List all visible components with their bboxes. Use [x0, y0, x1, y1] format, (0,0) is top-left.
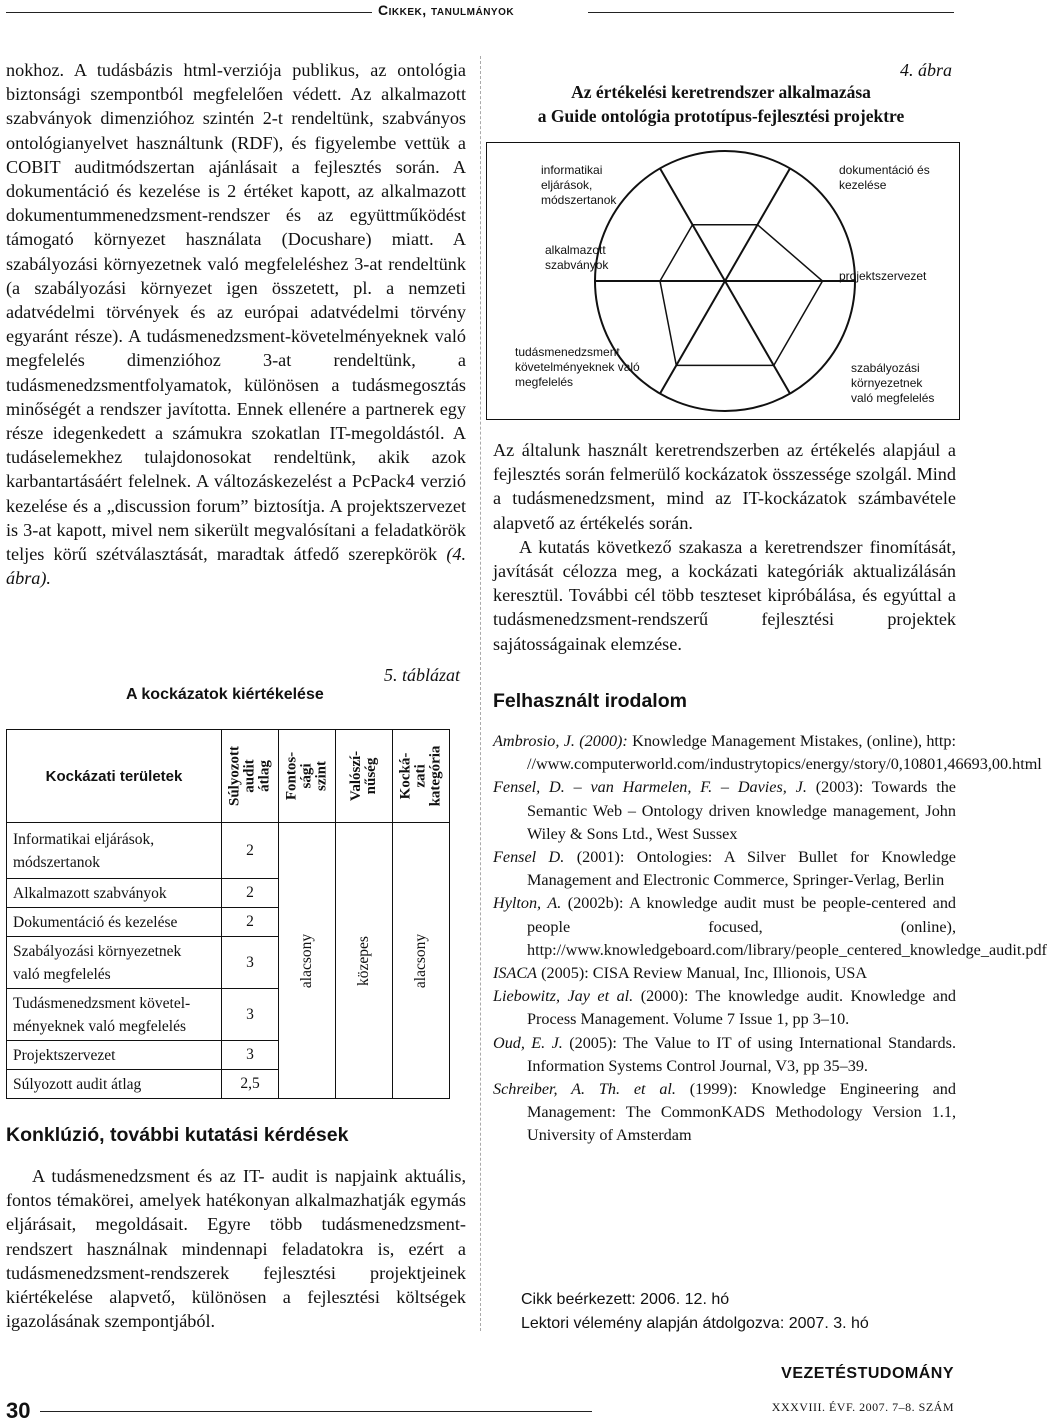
references-list: [493, 730, 1047, 1148]
reference-item: Schreiber, A. Th. et al. (1999): Knowledge Engineering and Management: The CommonKADS Methodology Version 1.1, University of Amsterdam: [493, 1080, 956, 1145]
reference-item: Ambrosio, J. (2000): Knowledge Management Mistakes, (online), http: //www.computerworld.com/industrytopics/energy/story/0,10801,46693,00.html: [493, 732, 1042, 774]
row-value: 3: [222, 989, 279, 1041]
page-number: 30: [6, 1398, 31, 1423]
header-rule-right: [588, 12, 954, 13]
running-head: Cikkek, tanulmányok: [372, 2, 520, 18]
axis-line: [725, 281, 790, 394]
reference-item: Oud, E. J. (2005): The Value to IT of using International Standards. Information Systems Control Journal, V3, pp 35–39.: [493, 1033, 956, 1075]
conclusion-text-block: [6, 1164, 466, 1333]
right-column-text: [493, 438, 956, 656]
row-value: 3: [222, 1041, 279, 1070]
row-area: Projektszervezet: [7, 1041, 222, 1070]
right-paragraph-2: A kutatás következő szakasza a keretrendszer finomítását, javítását célozza meg, a kockázati kategóriák aktualizálásán keresztül. További cél több teszteset kipróbálása, és egyúttal a tudásmenedzsment-rendszerű fejlesztési projektek sajátosságainak elemzése.: [493, 536, 956, 654]
table-header-row: [7, 730, 450, 823]
date-received: Cikk beérkezett: 2006. 12. hó: [521, 1291, 730, 1308]
table-row: [7, 823, 450, 879]
header-weighted: Súlyozott audit átlag: [222, 730, 279, 823]
header-probability: Valószí- nűség: [336, 730, 393, 823]
probability-cell: közepes: [336, 823, 393, 1099]
reference-item: Fensel D. (2001): Ontologies: A Silver Bullet for Knowledge Management and Electronic Commerce, Springer-Verlag, Berlin: [493, 848, 956, 890]
row-value: 3: [222, 937, 279, 989]
figure-reference: (4. ábra).: [6, 544, 467, 589]
row-area: Súlyozott audit átlag: [7, 1070, 222, 1099]
reference-item: Liebowitz, Jay et al. (2000): The knowledge audit. Knowledge and Process Management. Volume 7 Issue 1, pp 3–10.: [493, 987, 957, 1029]
header-importance: Fontos- sági szint: [279, 730, 336, 823]
table-title: A kockázatok kiértékelése: [126, 686, 324, 703]
importance-cell: alacsony: [279, 823, 336, 1099]
conclusion-heading: Konklúzió, további kutatási kérdések: [6, 1124, 349, 1146]
label-it-methods: informatikai eljárások, módszertanok: [541, 163, 617, 207]
row-area: Szabályozási környezetnek való megfelelés: [7, 937, 222, 989]
label-standards: alkalmazott szabványok: [545, 243, 609, 272]
row-value: 2: [222, 908, 279, 937]
risk-table: [6, 729, 450, 1099]
conclusion-text: A tudásmenedzsment és az IT- audit is napjaink aktuális, fontos témakörei, amelyek hatékonyan alkalmazhatják egymás eljárásait, megoldásait. Egyre több tudásmenedzsment-rendszert használnak mindennapi feladatokra is, ezért a tudásmenedzsment-rendszerek fejlesztési projektjeinek kiértékelése alapvető, különösen a fejlesztési költségek igazolásának szempontjából.: [6, 1166, 466, 1332]
column-divider: [480, 56, 481, 1331]
references-heading: Felhasznált irodalom: [493, 690, 687, 712]
table-number: 5. táblázat: [384, 665, 461, 685]
category-cell: alacsony: [393, 823, 450, 1099]
article-dates: [521, 1288, 869, 1336]
reference-item: ISACA (2005): CISA Review Manual, Inc, Illionois, USA: [493, 964, 868, 983]
figure-title-line-2: a Guide ontológia prototípus-fejlesztési projektre: [537, 106, 905, 126]
header-area: Kockázati területek: [7, 730, 222, 823]
right-paragraph-1: Az általunk használt keretrendszerben az értékelés alapjául a fejlesztés során felmerülő kockázatok összessége szolgál. Mind a tudásmenedzsment, mind az IT-kockázatok számbavétele alapvető az értékelés során.: [493, 440, 956, 533]
header-rule-left: [6, 12, 372, 13]
left-column-text: [6, 58, 466, 590]
row-value: 2: [222, 879, 279, 908]
axis-line: [660, 281, 725, 394]
value-polygon: [660, 225, 823, 366]
row-area: Tudásmenedzsment követel- ményeknek való megfelelés: [7, 989, 222, 1041]
figure-title: [490, 80, 952, 128]
label-project-organization: projektszervezet: [839, 269, 927, 283]
reference-item: Fensel, D. – van Harmelen, F. – Davies, J. (2003): Towards the Semantic Web – Ontology driven knowledge management, John Wiley & Sons Ltd., West Sussex: [493, 778, 956, 843]
footer-rule: [40, 1411, 592, 1412]
journal-name: VEZETÉSTUDOMÁNY: [781, 1365, 954, 1382]
label-regulatory: szabályozási környezetnek való megfelelés: [851, 361, 935, 405]
figure-number: 4. ábra: [899, 60, 952, 80]
row-area: Alkalmazott szabványok: [7, 879, 222, 908]
row-value: 2,5: [222, 1070, 279, 1099]
left-paragraph: nokhoz. A tudásbázis html-verziója publikus, az ontológia biztonsági szempontból megfelelően védett. Az alkalmazott szabványok dimenzióhoz szintén 2-t rendeltünk, szabványos ontológianyelvet használtunk (RDF), és figyelembe vettük a COBIT auditmódszertan ajánlásait a fejlesztés során. A dokumentáció és kezelése is 2 értéket kapott, az alkalmazott dokumentummenedzsment-rendszer és az együttműködést támogató környezet használata (Docushare) miatt. A szabályozási környezetnek való megfeleléshez 3-at rendeltünk (a szabályozási környezet igen összetett, pl. a nemzeti adatvédelmi törvények és az európai adatvédelmi törvény egyaránt része). A tudásmenedzsment-követelményeknek való megfelelés dimenzióhoz 3-at rendeltünk, a tudásmenedzsmentfolyamatok, különösen a tudásmegosztás minőségét a rendszer javította. Ennek ellenére a partnerek egy része idegenkedett a számukra szokatlan IT-megoldástól. A tudáselemekhez tulajdonosokat rendeltünk, akik azok karbantartásáért felelnek. A változáskezelést a PcPack4 verzió kezelése és a „discussion forum” biztosítja. A projektszervezet is 3-at kapott, mivel nem sikerült megvalósítani a feladatkörök teljes körű szétválasztását, maradtak átfedő szerepkörök: [6, 60, 466, 565]
row-value: 2: [222, 823, 279, 879]
row-area: Dokumentáció és kezelése: [7, 908, 222, 937]
label-documentation: dokumentáció és kezelése: [839, 163, 930, 192]
reference-item: Hylton, A. (2002b): A knowledge audit must be people-centered and people focused, (online), http://www.knowledgeboard.com/library/people_centered_knowledge_audit.pdf: [493, 894, 1047, 959]
row-area: Informatikai eljárások, módszertanok: [7, 823, 222, 879]
date-revised: Lektori vélemény alapján átdolgozva: 2007. 3. hó: [521, 1315, 869, 1332]
radar-figure: [486, 142, 960, 420]
figure-title-line-1: Az értékelési keretrendszer alkalmazása: [571, 82, 871, 102]
journal-issue: XXXVIII. ÉVF. 2007. 7–8. SZÁM: [771, 1400, 954, 1414]
header-category: Kocká- zati kategória: [393, 730, 450, 823]
label-km-requirements: tudásmenedzsment követelményeknek való megfelelés: [515, 345, 640, 389]
